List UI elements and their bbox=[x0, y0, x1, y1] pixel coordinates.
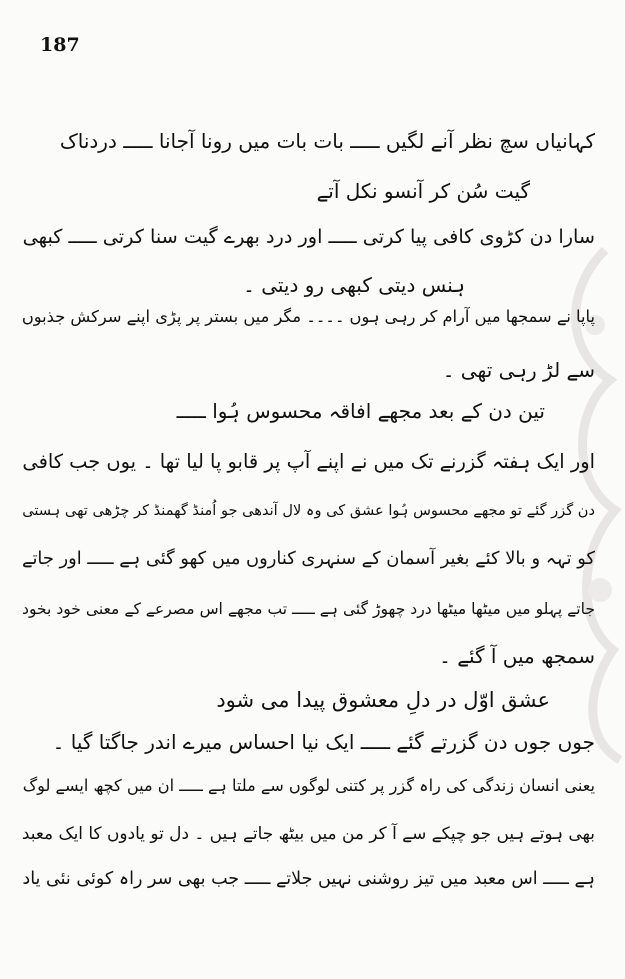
text-line: جوں جوں دن گزرتے گئے ـــــ ایک نیا احساس میرے اندر جاگتا گیا ۔ bbox=[52, 730, 595, 754]
page-number: 187 bbox=[40, 34, 80, 56]
text-line: سے لڑ رہی تھی ۔ bbox=[442, 358, 595, 382]
text-line: ہنس دیتی کبھی رو دیتی ۔ bbox=[243, 273, 465, 297]
text-line: اور ایک ہفتہ گزرنے تک میں نے اپنے آپ پر قابو پا لیا تھا ۔ یوں جب کافی bbox=[22, 450, 595, 473]
text-line: پاپا نے سمجھا میں آرام کر رہی ہوں ۔۔۔۔ مگر میں بستر پر پڑی اپنے سرکش جذبوں bbox=[21, 307, 595, 326]
text-line: سارا دن کڑوی کافی پیا کرتی ـــــ اور درد بھرے گیت سنا کرتی ـــــ کبھی bbox=[22, 225, 595, 248]
text-line: جاتے پہلو میں میٹھا میٹھا درد چھوڑ گئی ہے ـــــ تب مجھے اس مصرعے کے معنی خود بخود bbox=[22, 600, 595, 618]
text-line: یعنی انسان زندگی کی راہ گزر پر کتنی لوگوں سے ملتا ہے ـــــ ان میں کچھ ایسے لوگ bbox=[22, 776, 595, 795]
text-line: ہے ـــــ اس معبد میں تیز روشنی نہیں جلاتے ـــــ جب بھی سر راہ کوئی نئی یاد bbox=[22, 869, 595, 889]
text-line: تین دن کے بعد مجھے افاقہ محسوس ہُوا ـــــ bbox=[176, 399, 545, 423]
text-line: سمجھ میں آ گئے ۔ bbox=[439, 644, 595, 668]
persian-verse: عشق اوّل در دلِ معشوق پیدا می شود bbox=[216, 688, 550, 712]
text-line: بھی ہوتے ہیں جو چپکے سے آ کر من میں بیٹھ جاتے ہیں ۔ دل تو یادوں کا ایک معبد bbox=[21, 823, 595, 843]
text-line: کو تہہ و بالا کئے بغیر آسمان کے سنہری کناروں میں کھو گئی ہے ـــــ اور جاتے bbox=[22, 548, 595, 569]
text-line: کہانیاں سچ نظر آنے لگیں ـــــ بات بات میں رونا آجانا ـــــ دردناک bbox=[59, 129, 595, 153]
text-line: دن گزر گئے تو مجھے محسوس ہُوا عشق کی وہ لال آندھی جو اُمنڈ گھمنڈ کر چڑھی تھی ہستی bbox=[22, 502, 595, 519]
text-line: گیت سُن کر آنسو نکل آتے bbox=[316, 179, 530, 203]
